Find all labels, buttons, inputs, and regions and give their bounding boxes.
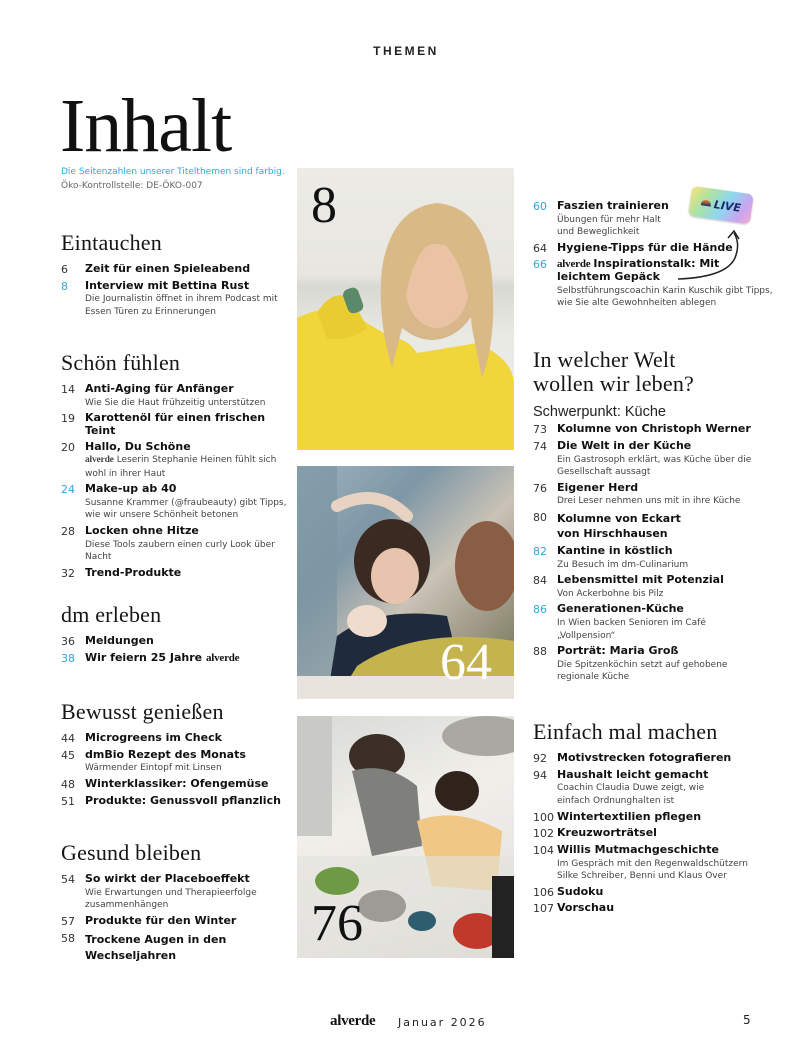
entry-title: Kolumne von Christoph Werner <box>557 422 751 436</box>
toc-entry[interactable] <box>61 525 291 564</box>
photo-page-number: 76 <box>311 895 363 952</box>
entry-title: Hygiene-Tipps für die Hände <box>557 240 733 254</box>
page-number: 73 <box>533 423 547 437</box>
entry-title: Interview mit Bettina Rust <box>85 278 250 292</box>
section-title: Eintauchen <box>61 230 162 255</box>
entry-description: Wie Erwartungen und Therapieerfolge zusammenhängen <box>85 887 257 911</box>
page-number: 76 <box>533 481 547 495</box>
page-number: 82 <box>533 544 547 558</box>
toc-entry[interactable] <box>533 511 778 542</box>
arrow-icon <box>670 225 750 285</box>
toc-entry[interactable] <box>533 902 778 916</box>
entry-title: Faszien trainieren <box>557 199 669 212</box>
entry-title: Wintertextilien pflegen <box>557 809 702 823</box>
entry-title: Eigener Herd <box>557 480 639 494</box>
section-welt <box>533 348 778 684</box>
page-number: 32 <box>61 566 75 580</box>
toc-entry[interactable] <box>61 263 291 277</box>
entry-description: Die Journalistin öffnet in ihrem Podcast mit Essen Türen zu Erinnerungen <box>85 294 278 318</box>
toc-entry[interactable] <box>61 412 291 437</box>
dm-logo-icon <box>701 199 712 206</box>
entry-description: Wärmender Eintopf mit Linsen <box>85 763 222 774</box>
entry-description: Ein Gastrosoph erklärt, was Küche über die Gesellschaft aussagt <box>557 454 752 478</box>
toc-entry[interactable] <box>533 844 778 883</box>
entry-description: Coachin Claudia Duwe zeigt, wie einfach Ordnunghalten ist <box>557 783 705 807</box>
photo-page-number: 8 <box>311 177 337 234</box>
page-number: 54 <box>61 873 75 887</box>
section-kicker: THEMEN <box>373 44 439 58</box>
page-number: 19 <box>61 412 75 426</box>
entry-title: Produkte: Genussvoll pflanzlich <box>85 793 281 807</box>
toc-entry[interactable] <box>61 795 291 809</box>
entry-title: Generationen-Küche <box>557 602 684 616</box>
entry-title: So wirkt der Placeboeffekt <box>85 872 250 886</box>
section-title: Gesund bleiben <box>61 840 202 865</box>
page-number: 60 <box>533 200 547 213</box>
entry-title: Die Welt in der Küche <box>557 439 692 453</box>
toc-entry[interactable] <box>533 752 778 766</box>
section-title: In welcher Welt wollen wir leben? <box>533 347 695 397</box>
toc-entry[interactable] <box>533 440 778 479</box>
page-number: 74 <box>533 440 547 454</box>
entry-title: Hallo, Du Schöne <box>85 439 191 453</box>
alverde-logo: alverde <box>205 651 240 664</box>
toc-entry[interactable] <box>61 732 291 746</box>
page-number: 86 <box>533 603 547 617</box>
page-number: 6 <box>61 263 68 277</box>
alverde-logo: alverde <box>557 258 591 271</box>
live-label: LIVE <box>713 197 742 215</box>
section-title: Schön fühlen <box>61 350 181 375</box>
page-number: 64 <box>533 241 547 255</box>
page-number: 36 <box>61 635 75 649</box>
page-number: 45 <box>61 748 75 762</box>
page-number: 28 <box>61 525 75 539</box>
page-number: 92 <box>533 752 547 766</box>
page-number: 57 <box>61 915 75 929</box>
entry-title: Trend-Produkte <box>85 565 182 579</box>
page-number: 66 <box>533 258 547 272</box>
entry-description: Die Spitzenköchin setzt auf gehobene regionale Küche <box>557 659 728 683</box>
entry-description: Übungen für mehr Halt und Beweglichkeit <box>557 214 661 238</box>
footer-issue-date: Januar 2026 <box>398 1016 487 1029</box>
section-einfach-machen <box>533 720 778 916</box>
toc-entry[interactable] <box>533 645 778 684</box>
page-number: 8 <box>61 279 68 293</box>
entry-title: Zeit für einen Spieleabend <box>85 262 251 276</box>
entry-title: Karottenöl für einen frischen Teint <box>85 411 266 438</box>
entry-description: Wie Sie die Haut frühzeitig unterstützen <box>85 397 266 408</box>
entry-title: Willis Mutmachgeschichte <box>557 842 719 856</box>
page-number: 88 <box>533 645 547 659</box>
page-number: 44 <box>61 732 75 746</box>
section-gesund-bleiben <box>61 841 291 965</box>
section-dm-erleben <box>61 603 291 665</box>
entry-description: Diese Tools zaubern einen curly Look über Nacht <box>85 539 275 563</box>
toc-entry[interactable] <box>61 483 291 522</box>
photo-page-number: 64 <box>440 634 492 691</box>
page-number: 14 <box>61 383 75 397</box>
entry-title: dmBio Rezept des Monats <box>85 747 246 761</box>
entry-title: Anti-Aging für Anfänger <box>85 382 234 396</box>
section-title: dm erleben <box>61 602 162 627</box>
entry-title: Produkte für den Winter <box>85 914 237 928</box>
page-number: 48 <box>61 778 75 792</box>
toc-entry[interactable] <box>61 915 291 929</box>
alverde-logo: alverde <box>85 455 114 466</box>
page-number: 51 <box>61 794 75 808</box>
toc-entry[interactable] <box>61 873 291 912</box>
photo-cooking-couple <box>297 716 514 958</box>
entry-title: Microgreens im Check <box>85 731 222 745</box>
toc-entry[interactable] <box>533 603 778 642</box>
entry-description: Von Ackerbohne bis Pilz <box>557 588 664 599</box>
entry-title: Motivstrecken fotografieren <box>557 751 732 765</box>
toc-entry[interactable] <box>61 635 291 649</box>
toc-entry[interactable] <box>533 886 778 900</box>
control-body-note: Öko-Kontrollstelle: DE-ÖKO-007 <box>61 181 203 191</box>
entry-description: Selbstführungscoachin Karin Kuschik gibt Tipps, wie Sie alte Gewohnheiten ablegen <box>557 285 773 309</box>
toc-entry[interactable] <box>533 769 778 808</box>
entry-title: Meldungen <box>85 634 154 648</box>
section-subtitle: Schwerpunkt: Küche <box>533 404 666 421</box>
toc-entry[interactable] <box>61 749 291 775</box>
entry-description: Leserin Stephanie Heinen fühlt sich wohl in ihrer Haut <box>85 455 277 479</box>
page-number: 58 <box>61 931 75 945</box>
toc-entry[interactable] <box>61 280 291 319</box>
entry-title: Kreuzworträtsel <box>557 826 657 840</box>
section-bewusst-geniessen <box>61 700 291 808</box>
toc-entry[interactable] <box>61 778 291 792</box>
entry-title: Inspirationstalk: Mit leichtem Gepäck <box>557 257 720 284</box>
section-eintauchen <box>61 231 291 319</box>
entry-title: Sudoku <box>557 884 604 898</box>
page-number: 106 <box>533 885 554 899</box>
footer-brand-logo: alverde <box>330 1013 376 1029</box>
entry-description: Zu Besuch im dm-Culinarium <box>557 559 689 570</box>
page-number: 94 <box>533 768 547 782</box>
toc-entry[interactable] <box>61 383 291 409</box>
page-number: 84 <box>533 574 547 588</box>
entry-title: Winterklassiker: Ofengemüse <box>85 777 269 791</box>
entry-description: Susanne Krammer (@fraubeauty) gibt Tipps, wie wir unsere Schönheit betonen <box>85 497 287 521</box>
entry-title: Locken ohne Hitze <box>85 524 199 538</box>
toc-entry[interactable] <box>533 827 778 841</box>
entry-title: Wir feiern 25 Jahre <box>85 650 203 664</box>
entry-description: Drei Leser nehmen uns mit in ihre Küche <box>557 496 741 507</box>
entry-title: Haushalt leicht gemacht <box>557 767 709 781</box>
section-title: Bewusst genießen <box>61 699 224 724</box>
page-title: Inhalt <box>60 84 232 168</box>
entry-title: Kantine in köstlich <box>557 543 673 557</box>
page-number: 100 <box>533 810 554 824</box>
entry-title: Porträt: Maria Groß <box>557 644 679 658</box>
photo-handwashing <box>297 466 514 699</box>
entry-title: Kolumne von Eckart von Hirschhausen <box>557 512 681 541</box>
section-title: Einfach mal machen <box>533 719 718 744</box>
entry-description: In Wien backen Senioren im Café „Vollpension“ <box>557 617 706 641</box>
photo-bettina-rust <box>297 168 514 450</box>
toc-entry[interactable] <box>533 423 778 437</box>
page-number: 20 <box>61 440 75 454</box>
toc-entry[interactable] <box>61 567 291 581</box>
toc-entry[interactable] <box>61 932 291 965</box>
footer-page-number: 5 <box>743 1013 751 1027</box>
entry-title: Lebensmittel mit Potenzial <box>557 573 724 587</box>
page-number: 104 <box>533 843 554 857</box>
toc-entry[interactable] <box>61 652 291 666</box>
page-number: 24 <box>61 483 75 497</box>
entry-title: Vorschau <box>557 901 615 915</box>
toc-entry[interactable] <box>533 482 778 508</box>
color-hint-note: Die Seitenzahlen unserer Titelthemen sind farbig. <box>61 167 285 177</box>
entry-title: Make-up ab 40 <box>85 482 177 496</box>
toc-entry[interactable] <box>61 441 291 481</box>
section-schoen-fuehlen <box>61 351 291 581</box>
page-number: 102 <box>533 827 554 841</box>
page-number: 107 <box>533 902 554 916</box>
entry-title: Trockene Augen in den Wechseljahren <box>85 932 227 963</box>
toc-entry[interactable] <box>533 574 778 600</box>
page-number: 38 <box>61 651 75 665</box>
entry-description: Im Gespräch mit den Regenwaldschützern Silke Schreiber, Benni und Klaus Over <box>557 858 748 882</box>
page-number: 80 <box>533 511 547 525</box>
toc-entry[interactable] <box>533 811 778 825</box>
toc-entry[interactable] <box>533 545 778 571</box>
